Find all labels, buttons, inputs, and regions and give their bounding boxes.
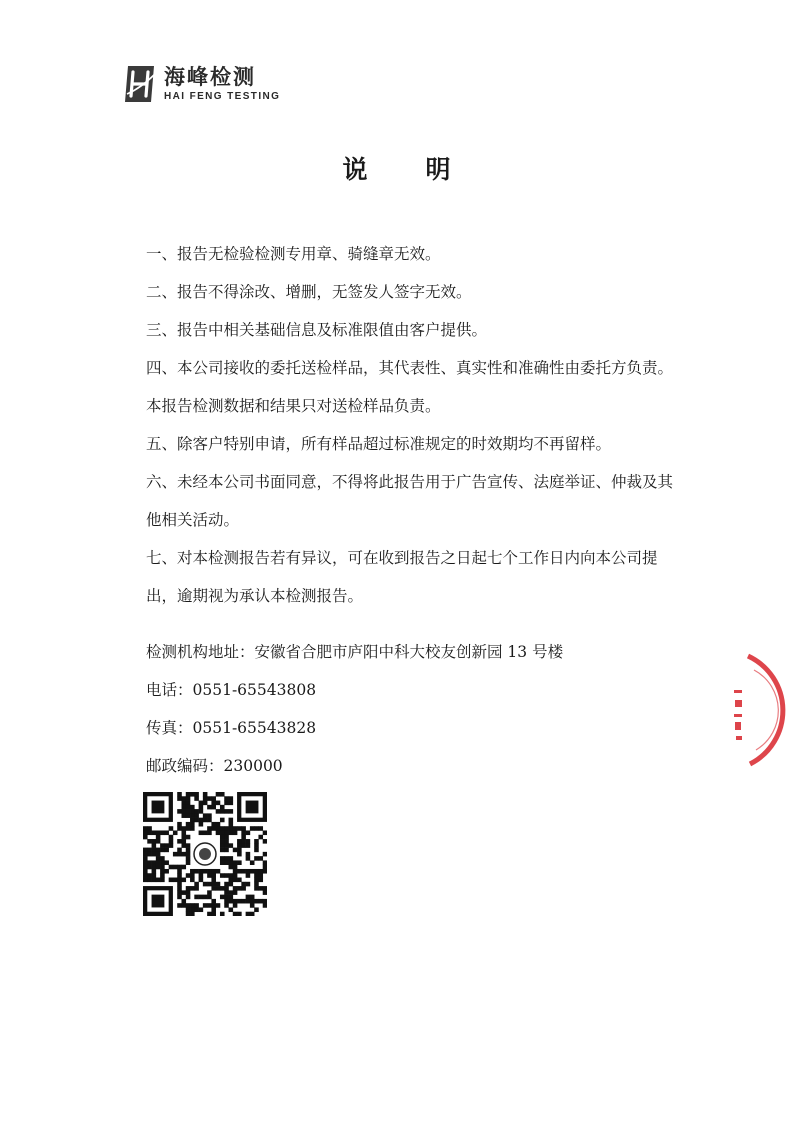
note-item: 四、本公司接收的委托送检样品，其代表性、真实性和准确性由委托方负责。本报告检测数据和结果只对送检样品负责。 xyxy=(146,359,674,415)
note-item: 三、报告中相关基础信息及标准限值由客户提供。 xyxy=(146,321,488,339)
logo-name-cn: 海峰检测 xyxy=(164,65,256,89)
contact-fax: 传真：0551-65543828 xyxy=(146,719,317,737)
contact-postcode: 邮政编码：230000 xyxy=(146,757,283,775)
contact-address: 检测机构地址：安徽省合肥市庐阳中科大校友创新园 13 号楼 xyxy=(146,643,564,661)
qr-code-icon xyxy=(143,792,267,916)
note-item: 二、报告不得涂改、增删，无签发人签字无效。 xyxy=(146,283,472,301)
note-item: 五、除客户特别申请，所有样品超过标准规定的时效期均不再留样。 xyxy=(146,435,612,453)
notes-list xyxy=(146,235,686,615)
company-logo xyxy=(124,63,280,105)
page-title xyxy=(0,150,793,186)
contact-info xyxy=(146,633,686,785)
logo-name-en: HAI FENG TESTING xyxy=(164,91,281,102)
note-item: 一、报告无检验检测专用章、骑缝章无效。 xyxy=(146,245,441,263)
note-item: 六、未经本公司书面同意，不得将此报告用于广告宣传、法庭举证、仲裁及其他相关活动。 xyxy=(146,473,674,529)
note-item: 七、对本检测报告若有异议，可在收到报告之日起七个工作日内向本公司提出，逾期视为承认本检测报告。 xyxy=(146,549,658,605)
logo-h-icon xyxy=(124,64,158,104)
title-part-1: 说 xyxy=(342,155,368,184)
seal-stamp-icon xyxy=(726,650,793,770)
title-part-2: 明 xyxy=(425,155,451,184)
contact-phone: 电话：0551-65543808 xyxy=(146,681,317,699)
